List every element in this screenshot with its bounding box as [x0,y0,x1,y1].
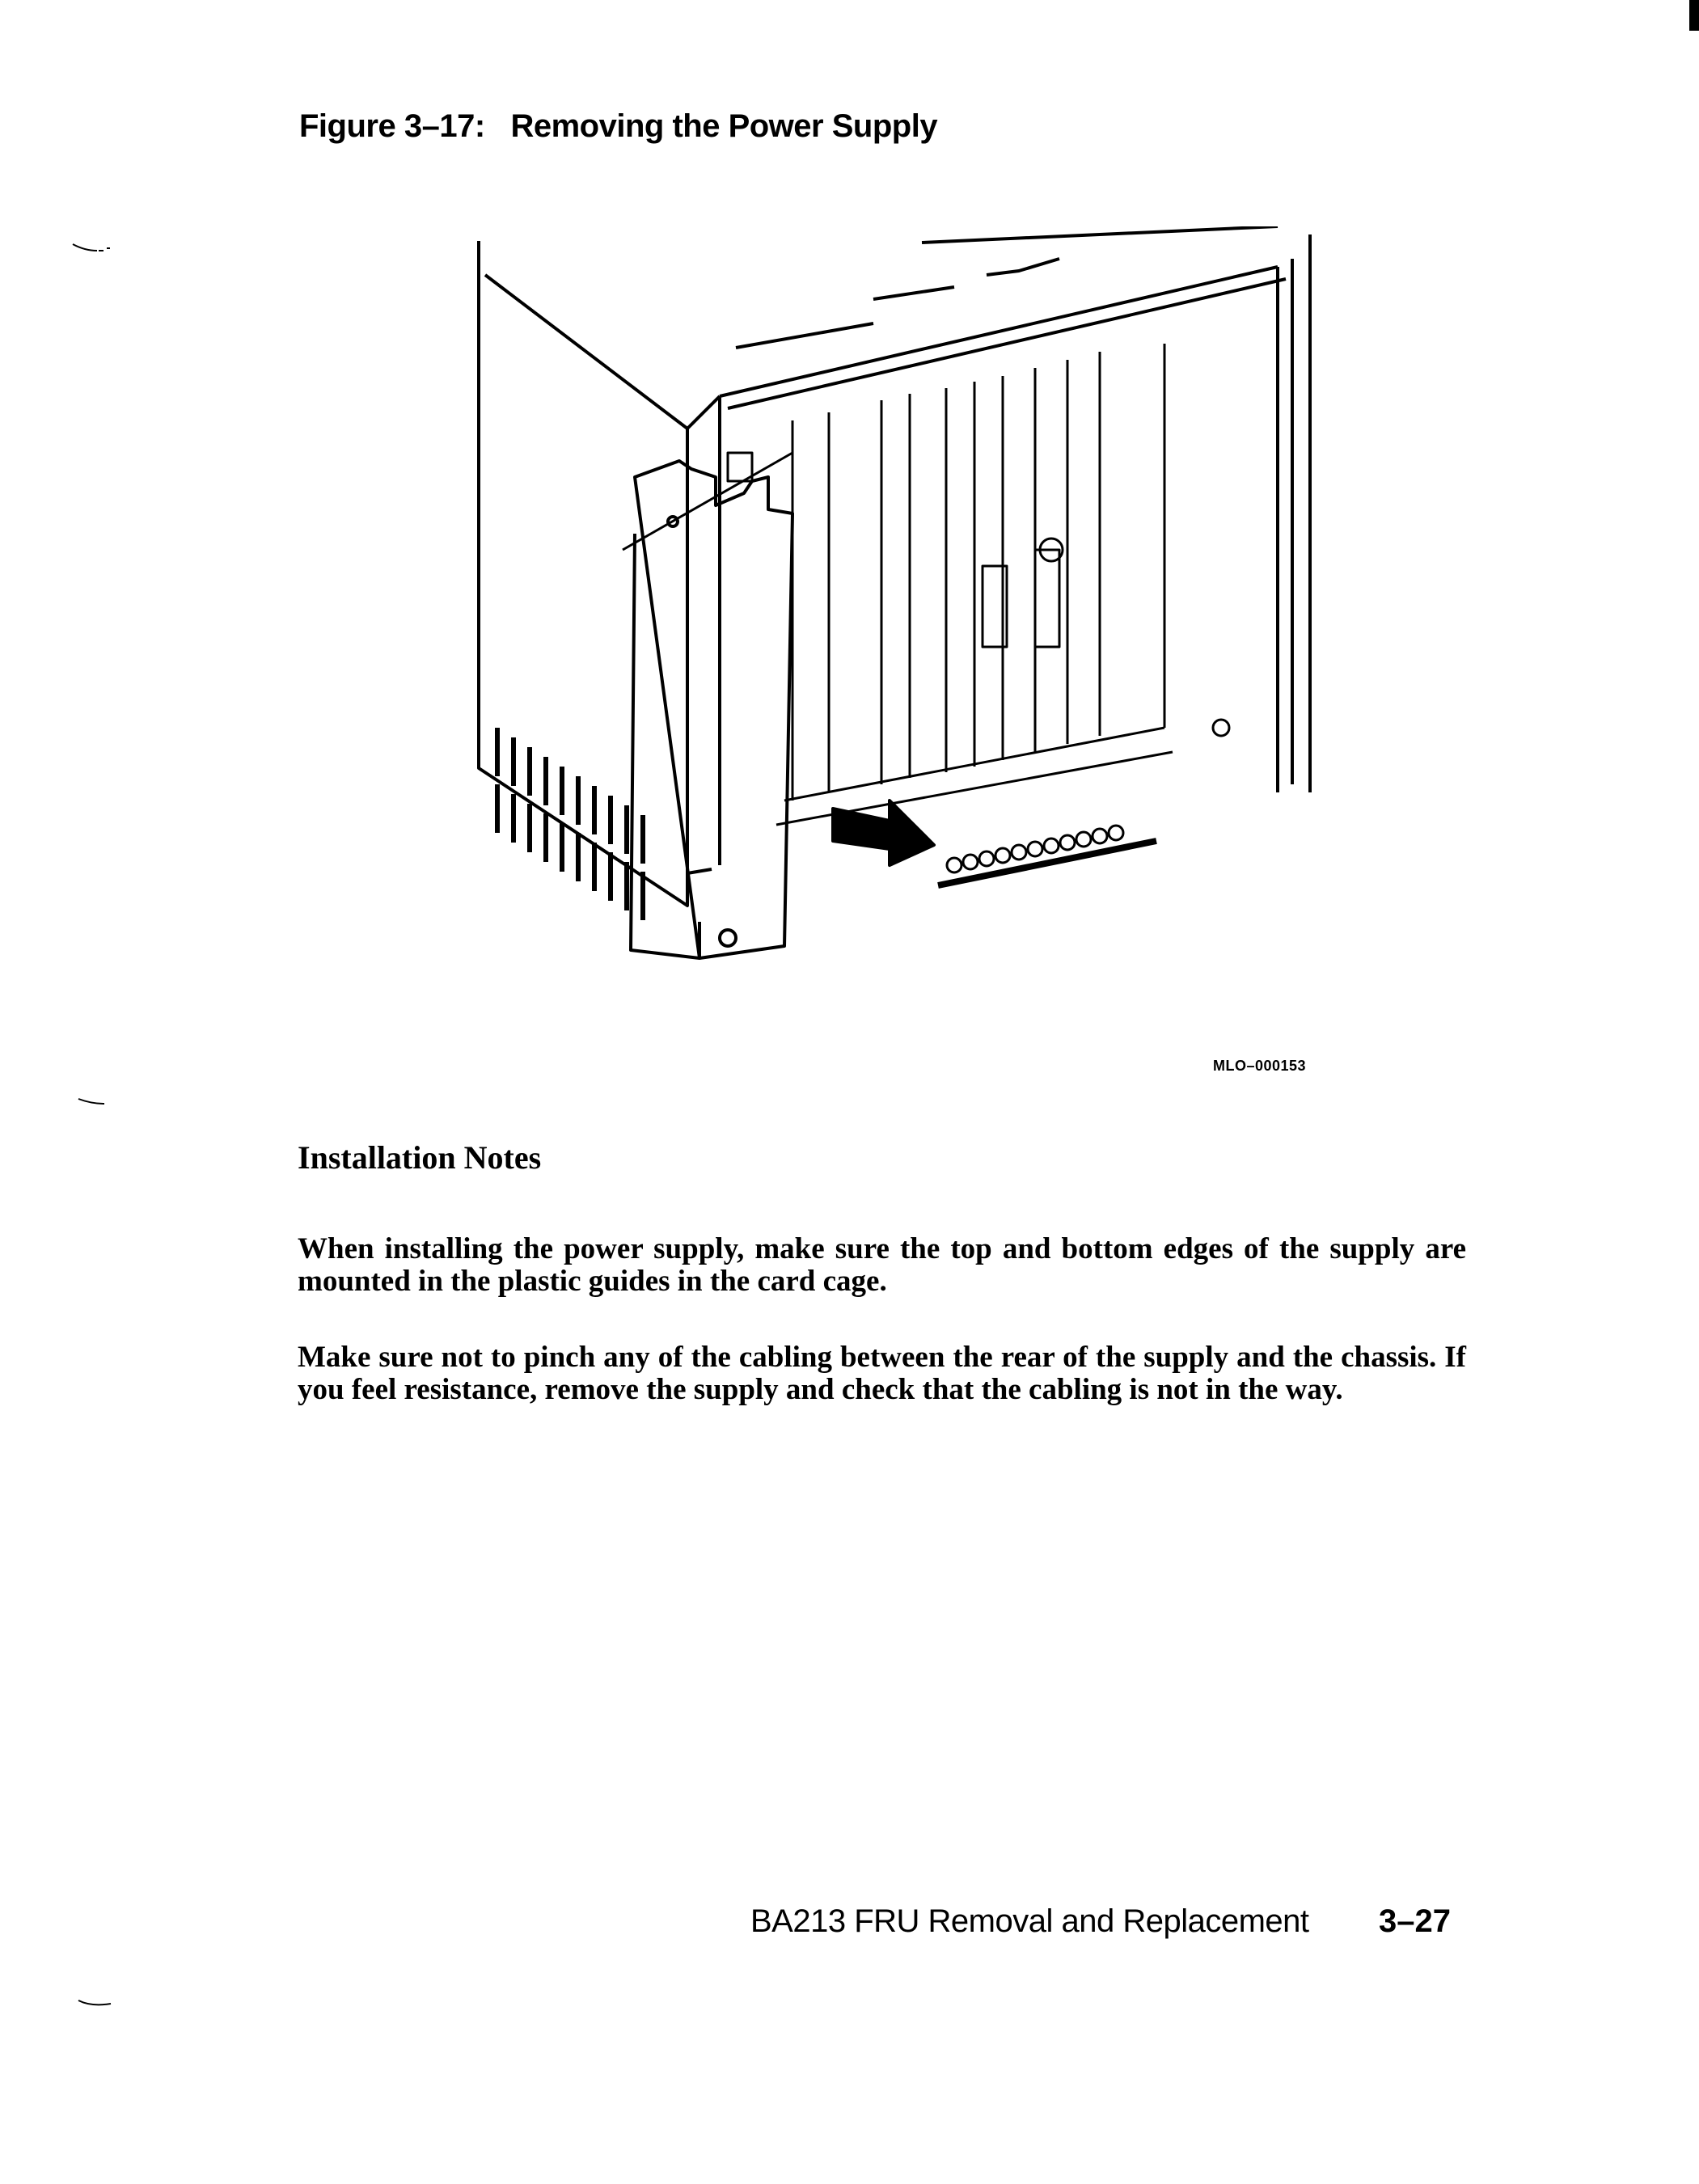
scan-margin-mark [65,243,113,259]
section-heading: Installation Notes [298,1139,542,1176]
cabinet-front-frame [687,226,1310,873]
figure-title: Figure 3–17: Removing the Power Supply [299,108,938,144]
scan-edge-mark [1689,0,1699,31]
power-supply-removal-illustration [469,226,1326,1084]
card-cage [776,344,1229,825]
page-number: 3–27 [1379,1903,1451,1939]
figure-id: MLO–000153 [1213,1058,1307,1074]
paragraph: When installing the power supply, make sure the top and bottom edges of the supply are mounted in the plastic guides in the card cage. [298,1232,1466,1298]
card-cage-base-perforations [938,826,1156,885]
removal-direction-arrow [833,801,934,865]
scan-margin-mark [77,1096,109,1112]
paragraph: Make sure not to pinch any of the cabling between the rear of the supply and the chassis. If you feel resistance, remove the supply and check that the cabling is not in the way. [298,1341,1466,1406]
running-footer: BA213 FRU Removal and Replacement [750,1903,1309,1939]
scan-margin-mark [77,1997,117,2013]
power-supply-unit [623,453,792,958]
